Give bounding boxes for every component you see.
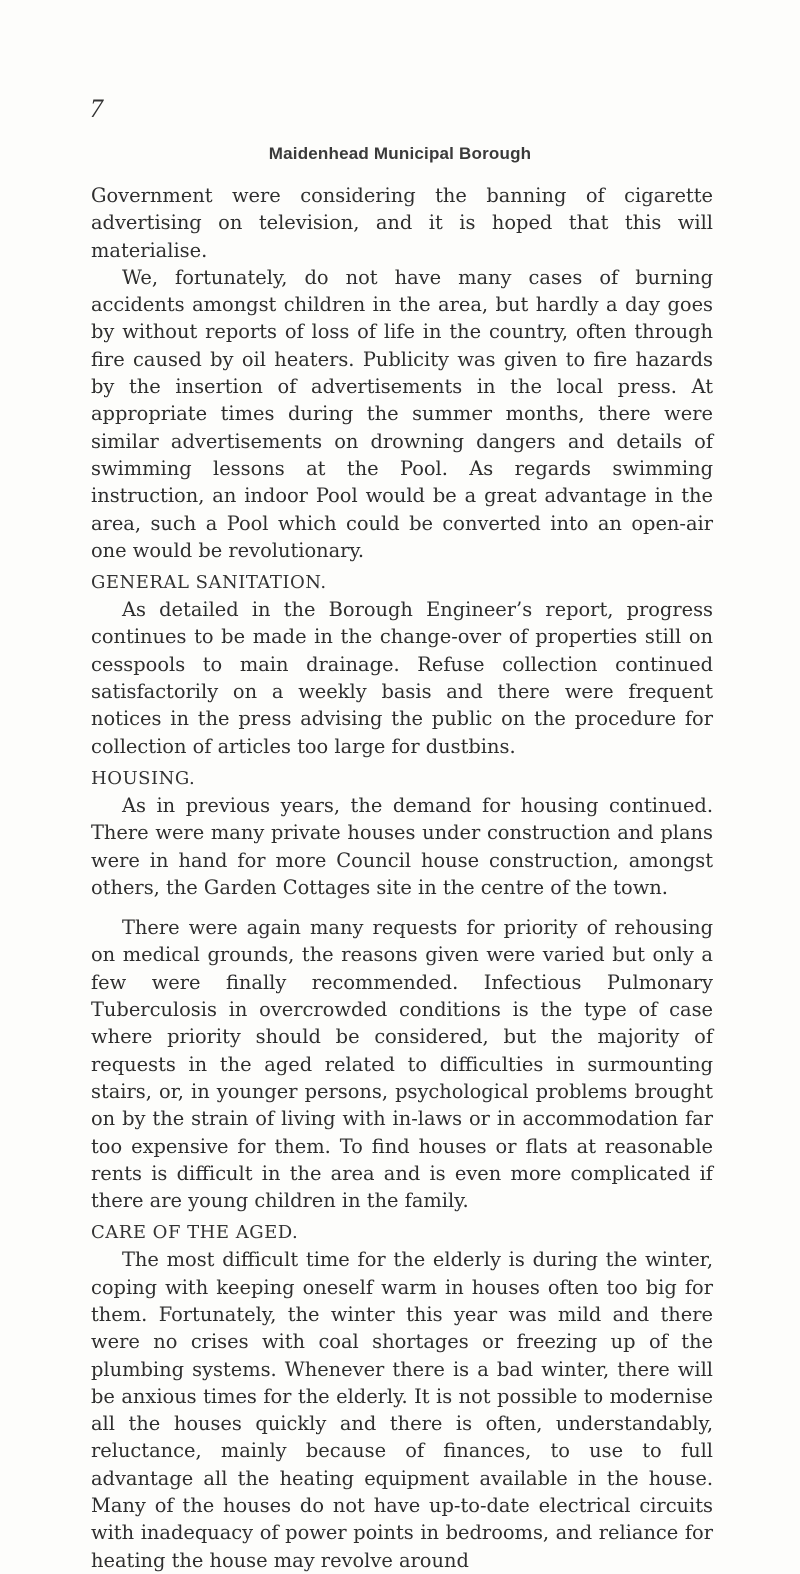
document-body: [91, 182, 713, 1574]
paragraph-cigarette-advertising: Government were considering the banning of cigarette advertising on television, and it is hoped that this will materialise.: [91, 184, 713, 262]
paragraph-rehousing-priority: There were again many requests for priority of rehousing on medical grounds, the reasons given were varied but only a few were finally recommended. Infectious Pulmonary Tuberculosis in overcrowded conditions is the type of case where priority should be considered, but the majority of requests in the aged related to difficulties in surmounting stairs, or, in younger persons, psychological problems brought on by the strain of living with in-laws or in accommodation far too expensive for them. To find houses or flats at reasonable rents is difficult in the area and is even more complicated if there are young children in the family.: [91, 916, 713, 1213]
paragraph-housing-demand: As in previous years, the demand for housing continued. There were many private houses under construction and plans were in hand for more Council house construction, amongst others, the Garden Cottages site in the centre of the town.: [91, 793, 713, 899]
running-header: Maidenhead Municipal Borough: [268, 144, 532, 163]
heading-general-sanitation: GENERAL SANITATION.: [91, 572, 327, 594]
heading-housing: HOUSING.: [91, 767, 196, 789]
heading-care-of-the-aged: CARE OF THE AGED.: [91, 1222, 299, 1244]
paragraph-burning-accidents: We, fortunately, do not have many cases of burning accidents amongst children in the area, but hardly a day goes by without reports of loss of life in the country, often through fire caused by oil heaters. Publicity was given to fire hazards by the insertion of advertisements in the local press. At appropriate times during the summer months, there were similar advertisements on drowning dangers and details of swimming lessons at the Pool. As regards swimming instruction, an indoor Pool would be a great advantage in the area, such a Pool which could be converted into an open-air one would be revolutionary.: [91, 265, 713, 562]
paragraph-sanitation: As detailed in the Borough Engineer’s report, progress continues to be made in the change-over of properties still on cesspools to main drainage. Refuse collection continued satisfactorily on a weekly basis and there were frequent notices in the press advising the public on the procedure for collection of articles too large for dustbins.: [91, 598, 713, 758]
page-number: 7: [90, 94, 103, 123]
paragraph-elderly-winter: The most difficult time for the elderly is during the winter, coping with keeping oneself warm in houses often too big for them. Fortunately, the winter this year was mild and there were no crises with coal shortages or freezing up of the plumbing systems. Whenever there is a bad winter, there will be anxious times for the elderly. It is not possible to modernise all the houses quickly and there is often, understandably, reluctance, mainly because of finances, to use to full advantage all the heating equipment available in the house. Many of the houses do not have up-to-date electrical circuits with inadequacy of power points in bedrooms, and reliance for heating the house may revolve around: [91, 1248, 713, 1572]
